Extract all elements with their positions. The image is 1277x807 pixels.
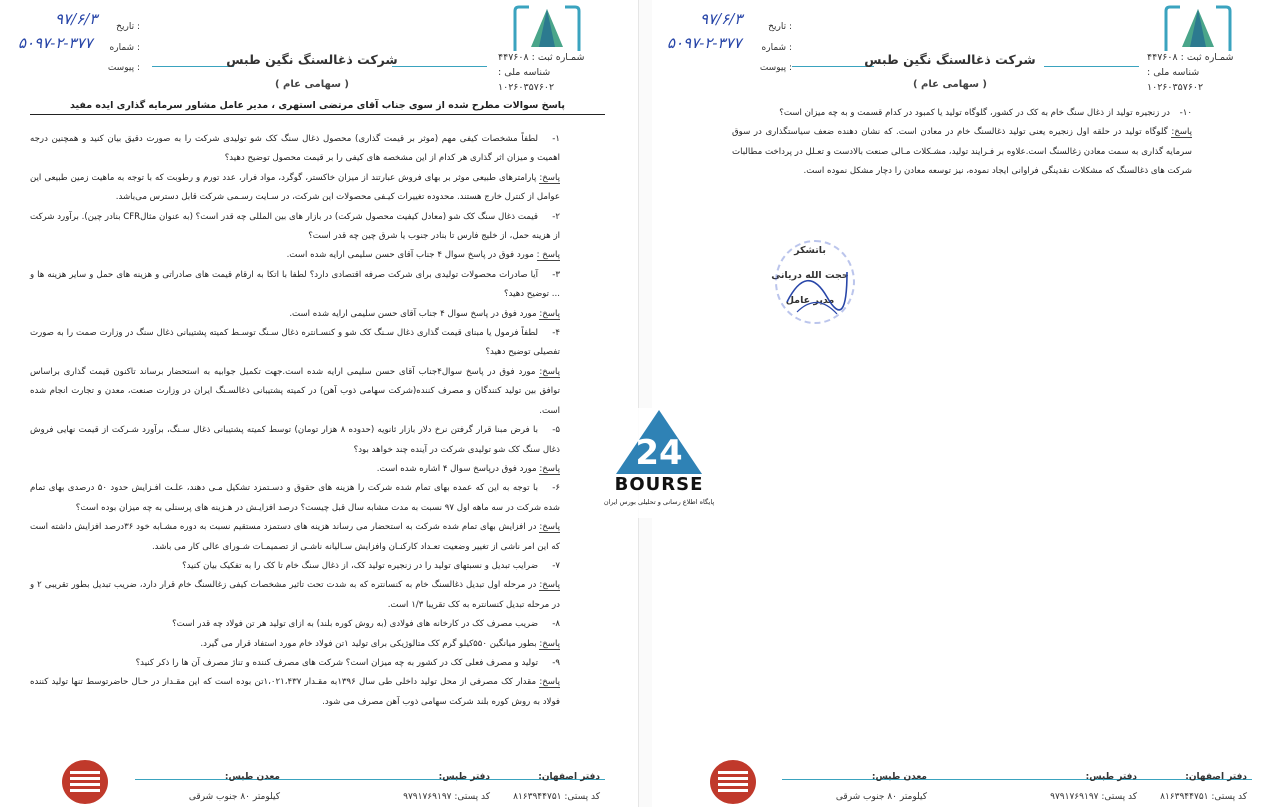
qa-item-10 [732, 104, 1192, 182]
question-number: ۱۰- [1179, 108, 1192, 118]
answer-text: مورد فوق در پاسخ سوال۴جناب آقای حسن سلیمی ارایه شده است.جهت تکمیل جوابیه به استحضار برساند تاکنون قیمت گذاری براساس توافق بین تولید کنندگان و مصرف کننده(شرکت سهامی ذوب آهن) در کمیته پشتیبانی ذغالسـنگ ایران در وزارت صنعت، معدن و تجارت انجام شده است. [30, 366, 560, 416]
company-name [212, 52, 412, 90]
question-number: ۱- [552, 134, 560, 144]
tabas-postal: کد پستی: ۹۷۹۱۷۶۹۱۹۷ [403, 792, 490, 802]
answer-label: پاسخ: [539, 172, 560, 183]
number-label-2: شماره : [761, 43, 792, 53]
national-id: شناسه ملی : ۱۰۲۶۰۳۵۷۶۰۲ [498, 67, 555, 93]
question-text: با فرض مبنا قرار گرفتن نرخ دلار بازار ثانویه (حدوده ۸ هزار تومان) توسط کمیته پشتیبانی ذغال سـنگ، برآورد شـرکت از قیمت نهایی فروش ذغال سنگ کک شو تولیدی شرکت در آینده چند خواهد بود؟ [30, 425, 560, 455]
question-p1-5 [30, 421, 560, 460]
date-label-2: تاریخ : [768, 22, 792, 32]
company-logo-2 [1162, 3, 1234, 55]
answer-p1-1 [30, 169, 560, 208]
company-logo [511, 3, 583, 55]
letter-page-2 [652, 0, 1277, 807]
question-text: قیمت ذغال سنگ کک شو (معادل کیفیت محصول شرکت) در بازار های بین المللی چه قدر است؟ (به عنوان مثالCFR بنادر چین). برآورد شرکت از هزینه حمل، از خلیج فارس تا بنادر جنوب یا شرق چین چه قدر است؟ [30, 211, 560, 242]
handwritten-date: ۹۷/۶/۳ [55, 10, 98, 28]
tabas-office-label-2: دفتر طبس: [1085, 772, 1137, 782]
isfahan-postal: کد پستی: ۸۱۶۳۹۴۴۷۵۱ [513, 792, 600, 802]
registration-number: شمـاره ثبت : ۴۴۷۶۰۸ [498, 52, 585, 63]
signature-role: مدیر عامل [785, 295, 835, 306]
registration-info-2 [1147, 50, 1257, 95]
footer-tabas-office-2 [1027, 772, 1137, 802]
answer-label: پاسخ: [539, 308, 560, 319]
watermark-number: 24 [635, 433, 683, 473]
answer-p1-9 [30, 673, 560, 712]
question-number: ۲- [552, 211, 560, 222]
answer-p1-8 [30, 635, 560, 654]
footer-isfahan [510, 772, 600, 802]
answer-text: مورد فوق در پاسخ سوال ۴ جناب آقای حسن سلیمی ارایه شده است. [289, 308, 540, 319]
mine-label: معدن طبس: [224, 772, 280, 782]
date-label: تاریخ : [116, 22, 140, 32]
mine-address: کیلومتر ۸۰ جنوب شرقی [188, 792, 280, 802]
answer-label: پاسخ : [536, 250, 560, 261]
answer-label: پاسخ: [539, 677, 560, 688]
question-number: ۵- [552, 425, 560, 436]
attachment-label-2: پیوست : [759, 63, 792, 73]
question-number: ۳- [552, 269, 560, 280]
answer-label: پاسخ: [539, 638, 560, 649]
question-p1-8 [30, 615, 560, 634]
question-text: ضریب مصرف کک در کارخانه های فولادی (به روش کوره بلند) به ازای تولید هر تن فولاد چه قدر است؟ [172, 619, 538, 630]
number-label: شماره : [109, 43, 140, 53]
answer-text: مقدار کک مصرفی از محل تولید داخلی طی سال ۱۳۹۶به مقـدار ۱،۰۲۱،۴۳۷تن بوده است که این مقـدار در حـال حاضرتوسط تنها تولید کننده فولاد به روش کوره بلند شرکت سهامی ذوب آهن مصرف می شود. [30, 677, 560, 707]
question-p1-6 [30, 479, 560, 518]
registration-info [498, 50, 608, 95]
company-name-2 [850, 52, 1050, 90]
signature-thanks: باتشکر [794, 245, 826, 256]
bourse24-logo-icon [612, 408, 706, 476]
mine-label-2: معدن طبس: [871, 772, 927, 782]
watermark-tagline: پایگاه اطلاع رسانی و تحلیلی بورس ایران [603, 498, 715, 506]
question-p1-9 [30, 654, 560, 673]
question-text: لطفاً مشخصات کیفی مهم (موثر بر قیمت گذاری) محصول ذغال سنگ کک شو تولیدی شرکت را به صورت دقیق بیان کنید و همچنین درجه اهمیت و میزان اثر گذاری هر کدام از این مشخصه های کیفی را بر قیمت محصول توضیح دهید؟ [30, 134, 560, 164]
answer-label: پاسخ: [539, 580, 560, 591]
footer-mine-2 [787, 772, 927, 802]
question-text: در زنجیره تولید از ذغال سنگ خام به کک در کشور، گلوگاه تولید یا کمبود در کدام قسمت و به چه میزان است؟ [779, 108, 1170, 118]
question-number: ۸- [552, 619, 560, 630]
question-p1-2 [30, 208, 560, 247]
header-rule-right-2 [1044, 66, 1139, 67]
question-text: ضرایب تبدیل و نسبتهای تولید را در زنجیره تولید کک، از ذغال سنگ خام تا کک را به تفکیک بیان کنید؟ [182, 560, 538, 571]
question-p1-7 [30, 557, 560, 576]
company-title-2: شرکت ذغالسنگ نگین طبس [864, 52, 1036, 67]
answer-text: مورد فوق درپاسخ سوال ۴ اشاره شده است. [376, 463, 540, 474]
answer-p1-6 [30, 518, 560, 557]
attachment-label: پیوست : [107, 63, 140, 73]
company-stamp-icon [775, 240, 855, 324]
answer-label: پاسخ: [539, 366, 560, 377]
answer-text: پارامترهای طبیعی موثر بر بهای فروش عبارتند از میزان خاکستر، گوگرد، مواد فرار، عدد تورم و رطوبت که با توجه به ماهیت زمین طبیعی این عوامل از کنترل خارج هستند. محدوده تغییرات کیـفی محصولات این شرکت، در سـایت رسـمی شرکت قابل دسترس می‌باشد. [30, 172, 560, 203]
isfahan-label: دفتر اصفهان: [538, 772, 600, 782]
answer-text: در مرحله اول تبدیل ذغالسنگ خام به کنسانتره که به شدت تحت تاثیر مشخصات کیفی زغالسنگ خام قرار دارد، ضریب تبدیل بطور تقریبی ۲ و در مرحله تبدیل کنسانتره به کک تقریبا ۱/۳ است. [30, 580, 560, 610]
question-text: با توجه به این که عمده بهای تمام شده شرکت را هزینه های حقوق و دسـتمزد تشکیل مـی دهند، علـت افـزایش حدود ۵۰ درصدی بهای تمام شده شرکت در سه ماهه اول ۹۷ نسبت به مدت مشابه سال قبل چیست؟ درصد افزایـش در هـزینه های پرسنلی به چه میزان بوده است؟ [30, 483, 560, 513]
mine-address-2: کیلومتر ۸۰ جنوب شرقی [835, 792, 927, 802]
question-p2-1 [732, 104, 1192, 123]
qa-list [30, 130, 560, 712]
isfahan-label-2: دفتر اصفهان: [1185, 772, 1247, 782]
company-title: شرکت ذغالسنگ نگین طبس [226, 52, 398, 67]
question-number: ۴- [552, 328, 560, 339]
letter-page-1 [0, 0, 638, 807]
signature-name: حجت الله دریانی [771, 270, 849, 281]
footer-tabas-office [380, 772, 490, 802]
question-p1-1 [30, 130, 560, 169]
tabas-postal-2: کد پستی: ۹۷۹۱۷۶۹۱۹۷ [1050, 792, 1137, 802]
handwritten-number-2: ۵۰۹۷-۲-۳۷۷ [667, 34, 742, 52]
footer-emblem-icon [62, 760, 108, 804]
question-number: ۷- [552, 560, 560, 571]
answer-label: پاسخ: [539, 463, 560, 474]
question-p1-4 [30, 324, 560, 363]
answer-label: پاسخ: [1171, 127, 1192, 138]
answer-label: پاسخ: [539, 522, 560, 533]
answer-text: در افزایش بهای تمام شده شرکت به استحضار می رساند هزینه های دستمزد مستقیم نسبت به دوره مشـابه خود ۳۶درصد افزایش داشته است که این امر ناشی از تغییر وضعیت تعـداد کارکنـان وافزایش سـالیانه ناشـی از تصمیمـات شـورای عالی کار می باشد. [30, 522, 560, 552]
question-text: لطفاً فرمول یا مبنای قیمت گذاری ذغال سـنگ کک شو و کنسـانتره ذغال سـنگ توسـط کمیته پشتیبانی ذغال سنگ در وزارت صمت را به صورت تفصیلی توضیح دهید؟ [30, 328, 560, 358]
handwritten-date-2: ۹۷/۶/۳ [700, 10, 743, 28]
answer-text: مورد فوق در پاسخ سوال ۴ جناب آقای حسن سلیمی ارایه شده است. [286, 250, 537, 261]
question-text: آیا صادرات محصولات تولیدی برای شرکت صرفه اقتصادی دارد؟ لطفا با اتکا به ارقام قیمت های صادراتی و هزینه های حمل و سایر هزینه ها و ... توضیح دهید؟ [30, 269, 560, 300]
footer-emblem-icon-2 [710, 760, 756, 804]
company-type-2: ( سهامی عام ) [912, 79, 988, 90]
footer-isfahan-2 [1157, 772, 1247, 802]
answer-text: بطور میانگین ۵۵۰کیلو گرم کک متالوژیکی برای تولید ۱تن فولاد خام مورد استفاد قرار می گیرد. [200, 638, 540, 649]
answer-p1-4 [30, 363, 560, 421]
question-text: تولید و مصرف فعلی کک در کشور به چه میزان است؟ شرکت های مصرف کننده و تناژ مصرف آن ها را ذکر کنید؟ [135, 657, 538, 668]
answer-p1-5 [30, 460, 560, 479]
company-type: ( سهامی عام ) [274, 79, 350, 90]
answer-p1-3 [30, 305, 560, 324]
answer-p2-1 [732, 123, 1192, 181]
answer-p1-7 [30, 576, 560, 615]
question-number: ۹- [552, 657, 560, 668]
isfahan-postal-2: کد پستی: ۸۱۶۳۹۴۴۷۵۱ [1160, 792, 1247, 802]
footer-mine [140, 772, 280, 802]
tabas-office-label: دفتر طبس: [438, 772, 490, 782]
watermark-brand: BOURSE [614, 474, 704, 495]
registration-number-2: شمـاره ثبت : ۴۴۷۶۰۸ [1147, 52, 1234, 63]
question-p1-3 [30, 266, 560, 305]
answer-p1-2 [30, 246, 560, 265]
question-number: ۶- [552, 483, 560, 494]
handwritten-number: ۵۰۹۷-۲-۳۷۷ [18, 34, 93, 52]
document-title: پاسخ سوالات مطرح شده از سوی جناب آقای مرتضی استهری ، مدیر عامل مشاور سرمایه گذاری ایده مفید [30, 100, 605, 115]
answer-text: گلوگاه تولید در حلقه اول زنجیره یعنی تولید ذغالسنگ خام در معادن است. که نشان دهنده ضعف سیاستگذاری در سوق سرمایه گذاری به سمت معادن زغالسنگ است.علاوه بر فـرایند تولید، مشـکلات مـالی صنعت بالادست و تعـلل در پرداخت مطالبات شرکت های ذغالسنگ که مشکلات نقدینگی فراوانی ایجاد نموده، نیز توسعه معادن را دچار مشکل نموده است. [732, 127, 1192, 177]
bourse24-watermark [594, 408, 724, 518]
national-id-2: شناسه ملی : ۱۰۲۶۰۳۵۷۶۰۲ [1147, 67, 1204, 93]
